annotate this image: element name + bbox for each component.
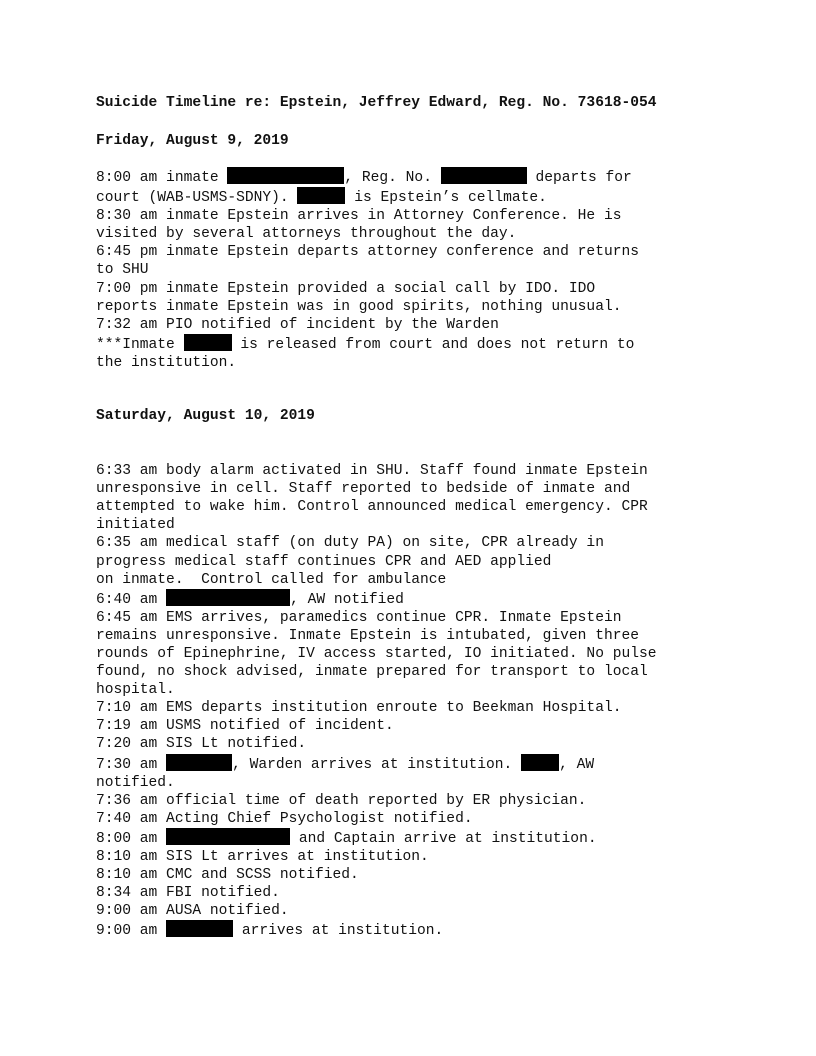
timeline-line: 6:35 am medical staff (on duty PA) on site, CPR already in (96, 535, 604, 552)
redaction-block (166, 828, 290, 845)
timeline-line: court (WAB-USMS-SDNY). is Epstein’s cellmate. (96, 187, 756, 207)
timeline-line: 6:45 pm inmate Epstein departs attorney conference and returns (96, 244, 639, 261)
redaction-block (227, 167, 344, 184)
timeline-line: 6:33 am body alarm activated in SHU. Staff found inmate Epstein (96, 463, 648, 480)
timeline-line: notified. (96, 774, 175, 791)
timeline-line: 6:45 am EMS arrives, paramedics continue CPR. Inmate Epstein (96, 609, 622, 626)
timeline-line: 7:20 am SIS Lt notified. (96, 736, 307, 753)
timeline-line: the institution. (96, 354, 237, 371)
timeline-line: 8:00 am and Captain arrive at institution. (96, 828, 756, 848)
timeline-line: on inmate. Control called for ambulance (96, 571, 447, 588)
timeline-line: 7:32 am PIO notified of incident by the Warden (96, 316, 499, 333)
timeline-line: ***Inmate is released from court and does not return to (96, 334, 756, 354)
timeline-line: attempted to wake him. Control announced medical emergency. CPR (96, 499, 648, 516)
timeline-line: progress medical staff continues CPR and AED applied (96, 553, 552, 570)
redaction-block (297, 187, 345, 204)
timeline-line: 6:40 am , AW notified (96, 589, 756, 609)
timeline-line: rounds of Epinephrine, IV access started, IO initiated. No pulse (96, 645, 657, 662)
redaction-block (166, 589, 290, 606)
timeline-line: 7:36 am official time of death reported by ER physician. (96, 792, 587, 809)
friday-date-heading: Friday, August 9, 2019 (96, 133, 289, 149)
timeline-line: to SHU (96, 262, 149, 279)
saturday-date-heading: Saturday, August 10, 2019 (96, 408, 315, 425)
timeline-line: 8:10 am CMC and SCSS notified. (96, 867, 359, 884)
redaction-block (521, 754, 559, 771)
redaction-block (441, 167, 527, 184)
timeline-line: 7:10 am EMS departs institution enroute to Beekman Hospital. (96, 700, 622, 717)
timeline-line: 7:30 am , Warden arrives at institution. , AW (96, 754, 756, 774)
timeline-line: 9:00 am arrives at institution. (96, 920, 756, 940)
timeline-line: 8:30 am inmate Epstein arrives in Attorney Conference. He is (96, 208, 622, 225)
timeline-line: 8:34 am FBI notified. (96, 885, 280, 902)
timeline-line: 8:00 am inmate , Reg. No. departs for (96, 167, 756, 187)
timeline-line: initiated (96, 517, 175, 534)
friday-timeline (96, 167, 756, 372)
timeline-line: found, no shock advised, inmate prepared for transport to local (96, 664, 648, 681)
timeline-line: 7:40 am Acting Chief Psychologist notified. (96, 810, 473, 827)
timeline-line: 7:19 am USMS notified of incident. (96, 718, 394, 735)
timeline-line: unresponsive in cell. Staff reported to bedside of inmate and (96, 481, 631, 498)
timeline-line: 9:00 am AUSA notified. (96, 903, 289, 920)
redaction-block (184, 334, 232, 351)
timeline-line: visited by several attorneys throughout the day. (96, 226, 517, 243)
document-title: Suicide Timeline re: Epstein, Jeffrey Edward, Reg. No. 73618-054 (96, 95, 657, 111)
timeline-line: 8:10 am SIS Lt arrives at institution. (96, 849, 429, 865)
redaction-block (166, 754, 232, 771)
timeline-line: hospital. (96, 682, 175, 699)
redaction-block (166, 920, 233, 937)
timeline-line: 7:00 pm inmate Epstein provided a social call by IDO. IDO (96, 280, 596, 297)
timeline-line: reports inmate Epstein was in good spirits, nothing unusual. (96, 298, 622, 315)
timeline-line: remains unresponsive. Inmate Epstein is intubated, given three (96, 627, 639, 644)
document-page (96, 94, 756, 940)
saturday-timeline (96, 462, 756, 940)
